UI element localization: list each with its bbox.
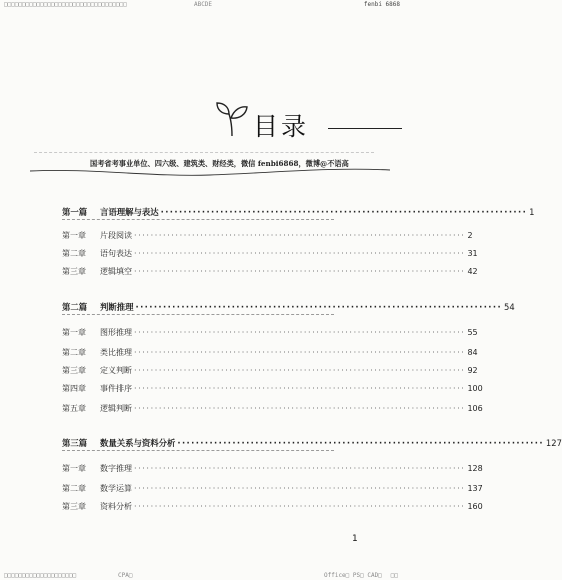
toc-leader-dots: ················································································ [134, 249, 466, 258]
toc-title: 类比推理 [100, 348, 132, 357]
toc-leader-dots: ················································································ [134, 328, 466, 337]
toc-label: 第二章 [62, 249, 86, 258]
toc-chapter-row[interactable] [62, 402, 483, 416]
page-number: 1 [352, 534, 358, 544]
header-strip-left: □□□□□□□□□□□□□□□□□□□□□□□□□□□□□□□□□□ [4, 1, 127, 8]
toc-leader-dots: ················································································ [160, 207, 528, 217]
header-divider [34, 152, 374, 154]
toc-chapter-row[interactable] [62, 482, 483, 496]
toc-chapter-row[interactable] [62, 346, 478, 360]
footer-strip-right-a: Office□ PS□ CAD□ [324, 572, 382, 579]
sprout-icon [214, 98, 250, 138]
toc-leader-dots: ················································································ [134, 366, 466, 375]
toc-label: 第五章 [62, 404, 86, 413]
toc-leader-dots: ················································································ [134, 384, 466, 393]
toc-label: 第三章 [62, 366, 86, 375]
toc-title: 片段阅读 [100, 231, 132, 240]
toc-title: 事件排序 [100, 384, 132, 393]
toc-label: 第二章 [62, 484, 86, 493]
toc-label: 第三篇 [62, 438, 88, 448]
toc-page-number: 127 [545, 438, 562, 448]
toc-label: 第一章 [62, 231, 86, 240]
subtitle: 国考省考事业单位、四六级、建筑类、财经类，微信 fenbi6868，微博@不语高 [90, 159, 349, 168]
toc-part-row[interactable] [62, 300, 515, 314]
toc-page-number: 100 [467, 384, 483, 393]
footer-strip [0, 571, 406, 580]
toc-page-number: 2 [467, 231, 473, 240]
toc-label: 第三章 [62, 267, 86, 276]
toc-title: 言语理解与表达 [100, 207, 159, 217]
toc-title: 数学运算 [100, 484, 132, 493]
toc-page-number: 92 [467, 366, 478, 375]
section-divider [62, 219, 334, 221]
toc-leader-dots: ················································································ [134, 404, 466, 413]
toc-page-number: 137 [467, 484, 483, 493]
toc-page-number: 84 [467, 348, 478, 357]
title-rule [328, 128, 402, 129]
toc-page-number: 106 [467, 404, 483, 413]
toc-page-number: 160 [467, 502, 483, 511]
toc-chapter-row[interactable] [62, 500, 483, 514]
toc-chapter-row[interactable] [62, 229, 473, 243]
toc-label: 第三章 [62, 502, 86, 511]
toc-leader-dots: ················································································ [134, 484, 466, 493]
header-strip-right: fenbi 6868 [363, 1, 400, 8]
toc-leader-dots: ················································································ [134, 267, 466, 276]
toc-leader-dots: ················································································ [177, 438, 544, 448]
toc-part-row[interactable] [62, 205, 535, 219]
toc-page-number: 31 [467, 249, 478, 258]
toc-title: 语句表达 [100, 249, 132, 258]
toc-label: 第一章 [62, 464, 86, 473]
toc-title: 定义判断 [100, 366, 132, 375]
toc-leader-dots: ················································································ [134, 348, 466, 357]
section-divider [62, 450, 334, 452]
toc-part-row[interactable] [62, 436, 562, 450]
section-divider [62, 314, 334, 316]
toc-label: 第二篇 [62, 302, 88, 312]
toc-title: 数字推理 [100, 464, 132, 473]
toc-page-number: 55 [467, 328, 478, 337]
decorative-curve [30, 165, 390, 179]
toc-label: 第一章 [62, 328, 86, 337]
toc-leader-dots: ················································································ [134, 464, 466, 473]
toc-label: 第四章 [62, 384, 86, 393]
toc-chapter-row[interactable] [62, 265, 478, 279]
toc-chapter-row[interactable] [62, 382, 483, 396]
toc-title: 资料分析 [100, 502, 132, 511]
toc-title: 逻辑判断 [100, 404, 132, 413]
toc-chapter-row[interactable] [62, 462, 483, 476]
toc-chapter-row[interactable] [62, 326, 478, 340]
toc-label: 第一篇 [62, 207, 88, 217]
toc-leader-dots: ················································································ [135, 302, 503, 312]
toc-leader-dots: ················································································ [134, 502, 466, 511]
toc-page-number: 1 [529, 207, 535, 217]
toc-title: 逻辑填空 [100, 267, 132, 276]
footer-strip-right-b: □□ [390, 572, 398, 579]
header-strip-center: ABCDE [193, 1, 213, 8]
toc-title: 判断推理 [100, 302, 134, 312]
toc-leader-dots: ················································································ [134, 231, 466, 240]
toc-page-number: 42 [467, 267, 478, 276]
toc-page-number: 54 [504, 302, 515, 312]
footer-strip-mid: CPA□ [118, 572, 133, 579]
toc-title: 数量关系与资料分析 [100, 438, 176, 448]
toc-title: 图形推理 [100, 328, 132, 337]
toc-chapter-row[interactable] [62, 247, 478, 261]
toc-label: 第二章 [62, 348, 86, 357]
page-title: 目录 [253, 112, 310, 141]
toc-page-number: 128 [467, 464, 483, 473]
header-strip [0, 0, 406, 9]
footer-strip-left: □□□□□□□□□□□□□□□□□□□□ [4, 572, 77, 579]
toc-chapter-row[interactable] [62, 364, 478, 378]
